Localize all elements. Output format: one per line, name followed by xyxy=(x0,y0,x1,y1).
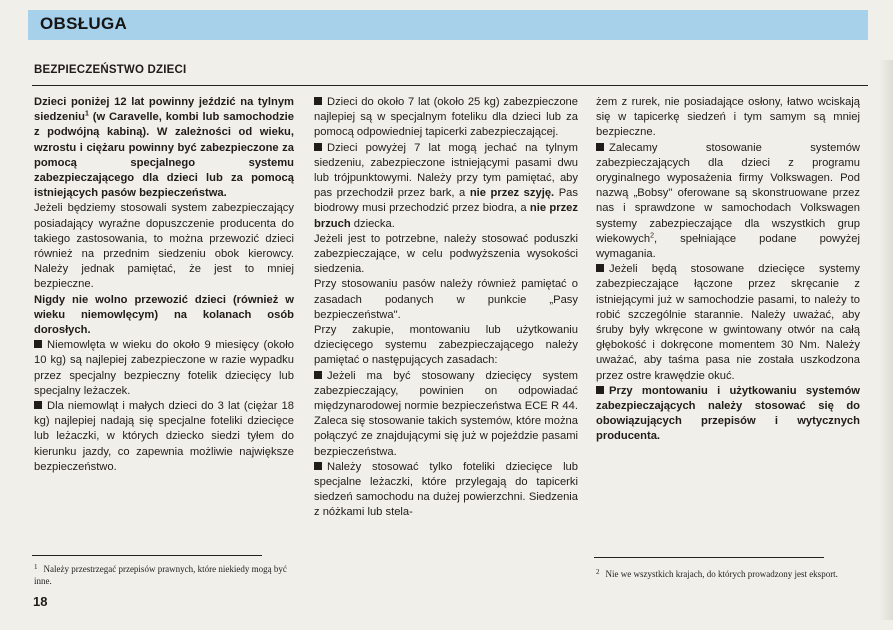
bullet-square-icon xyxy=(596,386,604,394)
paragraph: Jeżeli jest to potrzebne, należy stosować poduszki zabezpieczające, w celu podwyższenia wysokości siedzenia. xyxy=(314,232,578,276)
bullet-square-icon xyxy=(34,340,42,348)
text-column-3 xyxy=(596,95,860,445)
warning-paragraph: Nigdy nie wolno przewozić dzieci (również w wieku niemowlęcym) na kolanach osób dorosłych. xyxy=(34,293,294,337)
footnote-divider-1 xyxy=(32,555,262,556)
footnote-1: $^1$ Należy przestrzegać przepisów prawnych, które niekiedy mogą być inne. xyxy=(34,563,287,586)
bullet-paragraph: Należy stosować tylko foteliki dziecięce lub specjalne leżaczki, które przylegają do tapicerki siedzeń samochodu na dużej powierzchni. Siedzenia z nóżkami lub stela- xyxy=(314,460,578,519)
section-divider xyxy=(32,85,868,86)
text-column-2 xyxy=(314,95,578,521)
bullet-square-icon xyxy=(34,401,42,409)
header-title: OBSŁUGA xyxy=(40,14,128,33)
bullet-square-icon xyxy=(314,462,322,470)
page-edge-shadow xyxy=(879,60,893,620)
bullet-paragraph: Dzieci do około 7 lat (około 25 kg) zabezpieczone najlepiej są w specjalnym foteliku dla dzieci lub za pomocą odpowiedniej tapicerki zabezpieczającej. xyxy=(314,96,578,139)
paragraph: Jeżeli będziemy stosowali system zabezpieczający posiadający wyraźne dopuszczenie producenta do takiego zastosowania, to można przewozić dzieci również na przednim siedzeniu obok kierowcy. Należy jednak pamiętać, że jest to mniej bezpieczne. xyxy=(34,202,294,291)
bullet-paragraph: Jeżeli ma być stosowany dziecięcy system zabezpieczający, powinien on odpowiadać międzynarodowej normie bezpieczeństwa ECE R 44. Zaleca się stosowanie takich systemów, które można połączyć ze znajdującymi się już w pojeździe pasami bezpieczeństwa. xyxy=(314,369,578,458)
section-title: BEZPIECZEŃSTWO DZIECI xyxy=(34,64,187,76)
footnote-2: $^2$ Nie we wszystkich krajach, do których prowadzony jest eksport. xyxy=(596,568,838,579)
paragraph: Przy stosowaniu pasów należy również pamiętać o zasadach podanych w punkcie „Pasy bezpieczeństwa". xyxy=(314,278,578,321)
footnote-ref-1: 1 xyxy=(84,110,89,118)
bullet-square-icon xyxy=(596,264,604,272)
paragraph: żem z rurek, nie posiadające osłony, łatwo wciskają się w tapicerkę siedzeń i tym samym są mniej bezpieczne. xyxy=(596,96,860,139)
bullet-paragraph: Zalecamy stosowanie systemów zabezpieczających dla dzieci z programu oryginalnego wyposażenia firmy Volkswagen. Pod nazwą „Bobsy" oferowane są skonstruowane przez nas i sprawdzone w samochodach Volkswagen systemy zabezpieczające dla wszystkich grup wiekowych$^2$, spełniające podane powyżej wymagania. xyxy=(596,141,860,261)
bullet-square-icon xyxy=(314,143,322,151)
bullet-paragraph: Dzieci powyżej 7 lat mogą jechać na tylnym siedzeniu, zabezpieczone istniejącymi pasami dwu lub trójpunktowymi. Należy przy tym pamiętać, aby pas przechodził przez bark, a nie przez szyję. Pas biodrowy musi przechodzić przez biodra, a nie przez brzuch dziecka. xyxy=(314,141,578,230)
bullet-square-icon xyxy=(314,97,322,105)
text-column-1 xyxy=(34,95,294,475)
intro-paragraph: Dzieci poniżej 12 lat powinny jeździć na tylnym siedzeniu$^1$ (w Caravelle, kombi lub samochodzie z podwójną kabiną). W zależności od wieku, wzrostu i ciężaru powinny być zabezpieczone za pomocą specjalnego systemu zabezpieczającego dla dzieci lub za pomocą istniejących pasów bezpieczeństwa. xyxy=(34,96,294,200)
bullet-square-icon xyxy=(596,143,604,151)
bullet-paragraph: Dla niemowląt i małych dzieci do 3 lat (ciężar 18 kg) najlepiej nadają się specjalne foteliki dziecięce lub leżaczki, w których dziecko siedzi tyłem do kierunku jazdy, co zapewnia możliwie największe bezpieczeństwo. xyxy=(34,400,294,473)
page-number: 18 xyxy=(33,594,48,609)
bullet-paragraph: Jeżeli będą stosowane dziecięce systemy zabezpieczające łączone przez skręcanie z istniejącymi już w samochodzie pasami, to należy to robić szczególnie starannie. Należy uważać, aby śruby były wkręcone w gwintowany otwór na całą głębokość i dokręcone momentem 30 Nm. Należy uważać, aby taśma pasa nie została uszkodzona przez ostre krawędzie okuć. xyxy=(596,263,860,382)
bullet-paragraph: Niemowlęta w wieku do około 9 miesięcy (około 10 kg) są najlepiej zabezpieczone w razie wypadku przez specjalny bezpieczny fotelik dziecięcy lub specjalny leżaczek. xyxy=(34,339,294,397)
paragraph: Przy zakupie, montowaniu lub użytkowaniu dziecięcego systemu zabezpieczającego należy pamiętać o następujących zasadach: xyxy=(314,324,578,367)
footnote-divider-2 xyxy=(594,557,824,558)
bullet-paragraph: Przy montowaniu i użytkowaniu systemów zabezpieczających należy stosować się do obowiązujących przepisów i wytycznych producenta. xyxy=(596,384,860,443)
footnote-ref-2: 2 xyxy=(650,232,654,240)
header-bar xyxy=(28,10,868,40)
bullet-square-icon xyxy=(314,371,322,379)
